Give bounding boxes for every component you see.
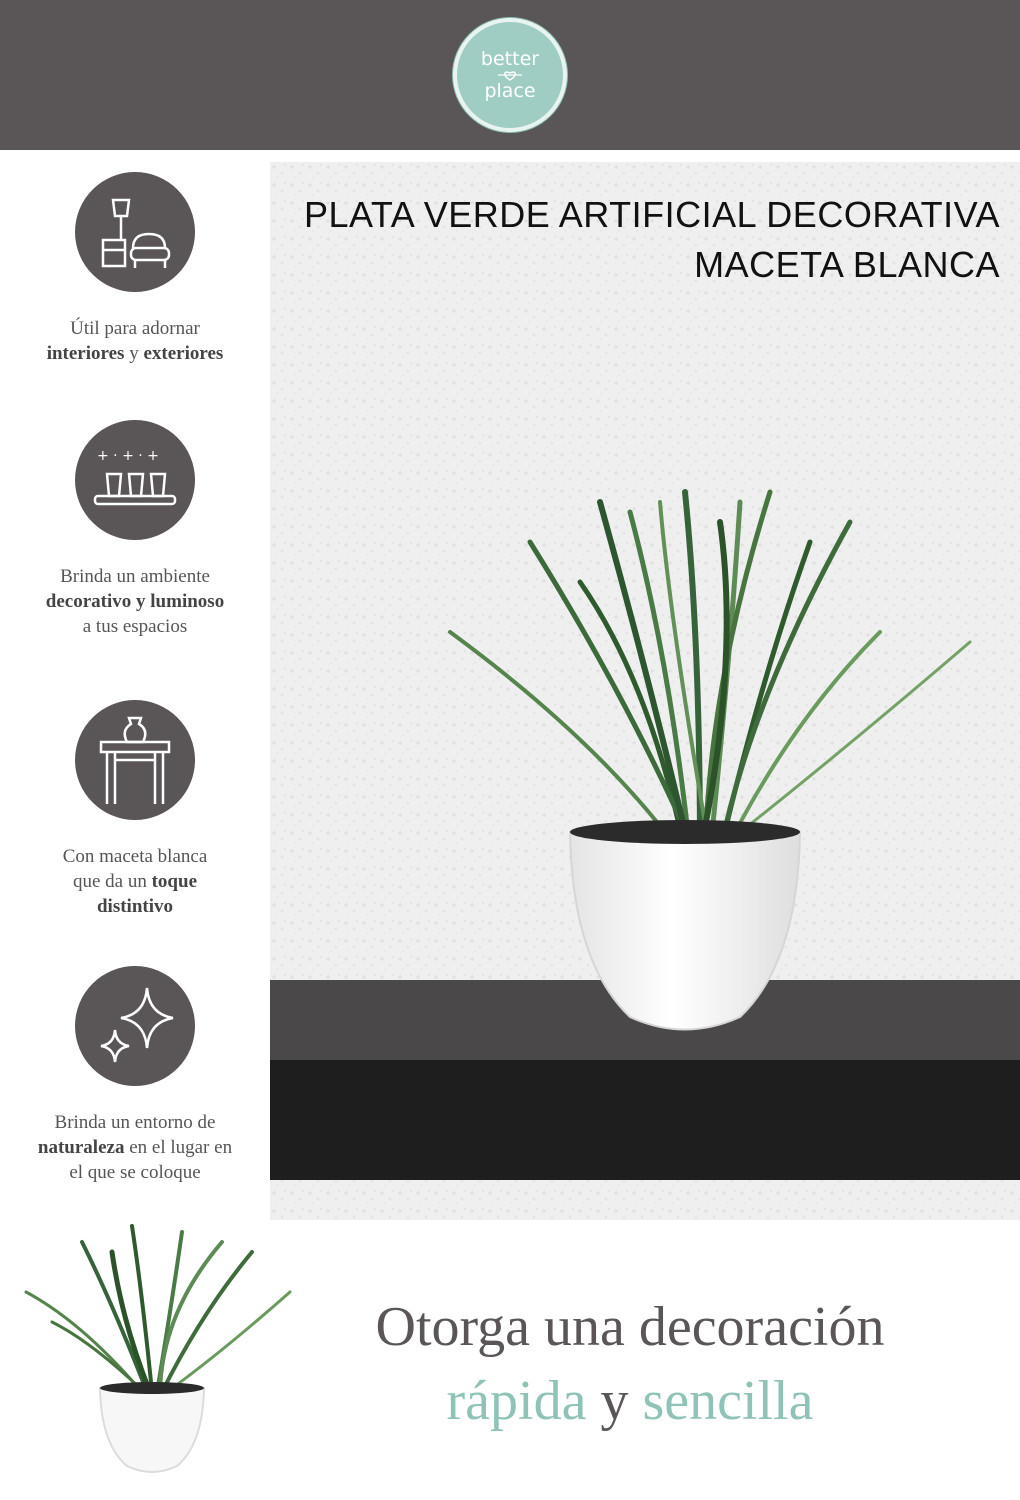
feature-text-line: el que se coloque bbox=[69, 1162, 201, 1183]
slogan bbox=[300, 1290, 960, 1438]
sparkling-pots-icon bbox=[87, 438, 183, 522]
slogan-line1: Otorga una decoración bbox=[375, 1296, 885, 1358]
feature-text-line: Brinda un ambiente bbox=[60, 566, 210, 587]
brand-logo[interactable] bbox=[453, 18, 567, 132]
svg-text:+ · + · +: + · + · + bbox=[97, 448, 159, 464]
vase-table-icon bbox=[93, 712, 177, 808]
feature-ambience bbox=[0, 420, 270, 639]
sparkle-stars-icon bbox=[87, 978, 183, 1074]
feature-white-pot bbox=[0, 700, 270, 919]
feature-bold-word: naturaleza bbox=[37, 1137, 125, 1158]
feature-icon-circle bbox=[75, 172, 195, 292]
feature-text bbox=[0, 316, 270, 366]
feature-text-line: Brinda un entorno de bbox=[54, 1112, 216, 1133]
feature-text bbox=[0, 1110, 270, 1185]
slogan-accent-word: rápida bbox=[446, 1370, 587, 1432]
feature-icon-circle bbox=[75, 420, 195, 540]
feature-text-line: Útil para adornar bbox=[70, 318, 200, 339]
feature-text-joiner: y bbox=[129, 343, 139, 364]
feature-text-line: a tus espacios bbox=[82, 616, 188, 637]
feature-text-line: Con maceta blanca bbox=[62, 846, 208, 867]
feature-text bbox=[0, 564, 270, 639]
feature-bold-word: decorativo bbox=[45, 591, 132, 612]
feature-text-line: que da un bbox=[72, 871, 147, 892]
feature-bold-word: distintivo bbox=[96, 896, 174, 917]
logo-text-bottom: place bbox=[484, 80, 536, 102]
logo-text-top: better bbox=[480, 48, 540, 70]
feature-bold-word: interiores bbox=[46, 343, 125, 364]
feature-indoor-outdoor bbox=[0, 172, 270, 366]
slogan-joiner: y bbox=[600, 1370, 629, 1432]
feature-bold-word: toque bbox=[151, 871, 198, 892]
hero-product-photo bbox=[270, 162, 1020, 1220]
feature-text bbox=[0, 844, 270, 919]
feature-nature bbox=[0, 966, 270, 1185]
feature-bold-word: luminoso bbox=[150, 591, 225, 612]
product-title-line2: MACETA BLANCA bbox=[694, 244, 1000, 285]
feature-text-joiner: en el lugar en bbox=[129, 1137, 233, 1158]
feature-text-joiner: y bbox=[136, 591, 146, 612]
product-title-line1: PLATA VERDE ARTIFICIAL DECORATIVA bbox=[304, 194, 1000, 235]
small-product-photo bbox=[22, 1222, 292, 1482]
slogan-accent-word: sencilla bbox=[642, 1370, 814, 1432]
feature-icon-circle bbox=[75, 700, 195, 820]
header-bar bbox=[0, 0, 1020, 150]
lamp-armchair-icon bbox=[93, 190, 177, 274]
feature-bold-word: exteriores bbox=[143, 343, 224, 364]
product-title bbox=[280, 190, 1000, 290]
feature-icon-circle bbox=[75, 966, 195, 1086]
